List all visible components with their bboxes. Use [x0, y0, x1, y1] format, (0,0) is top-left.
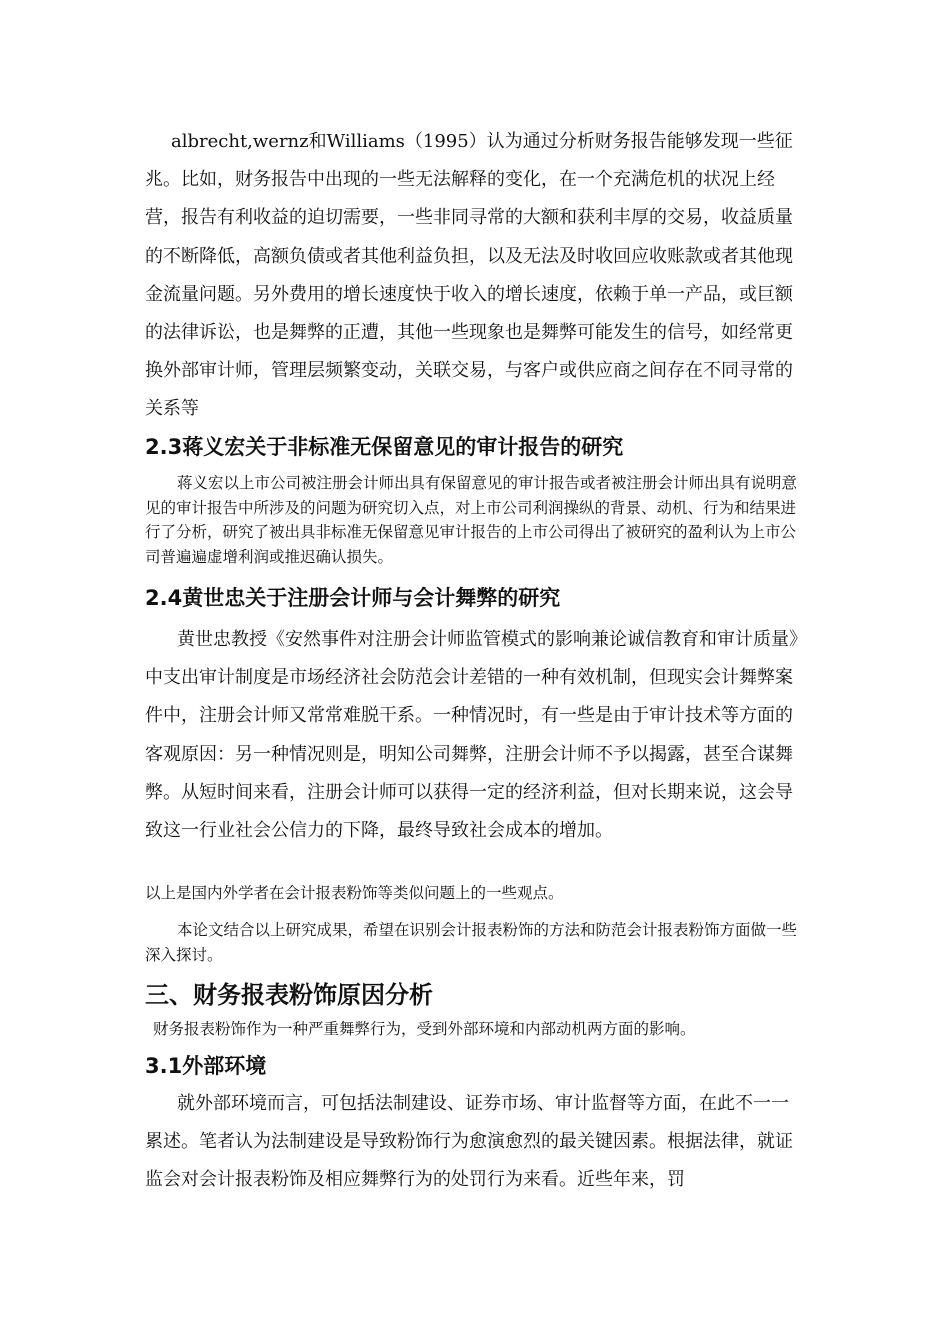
paragraph-thesis-aim: 本论文结合以上研究成果，希望在识别会计报表粉饰的方法和防范会计报表粉饰方面做一些深入探讨。	[145, 921, 798, 964]
section-heading-3-1: 3.1外部环境	[145, 1054, 267, 1078]
paragraph-albrecht-fraud-signals: albrecht,wernz和Williams（1995）认为通过分析财务报告能够发现一些征兆。比如，财务报告中出现的一些无法解释的变化，在一个充满危机的状况上经营，报告有利收益的迫切需要，一些非同寻常的大额和获利丰厚的交易，收益质量的不断降低，高额负债或者其他利益负担，以及无法及时收回应收账款或者其他现金流量问题。另外费用的增长速度快于收入的增长速度，依赖于单一产品，或巨额的法律诉讼，也是舞弊的正遭，其他一些现象也是舞弊可能发生的信号，如经常更换外部审计师，管理层频繁变动，关联交易，与客户或供应商之间存在不同寻常的关系等	[145, 131, 793, 420]
chapter-heading-3: 三、财务报表粉饰原因分析	[145, 981, 433, 1009]
paragraph-summary-views: 以上是国内外学者在会计报表粉饰等类似问题上的一些观点。	[145, 884, 564, 902]
section-heading-2-3: 2.3蒋义宏关于非标准无保留意见的审计报告的研究	[145, 435, 624, 459]
paragraph-fraud-influences: 财务报表粉饰作为一种严重舞弊行为，受到外部环境和内部动机两方面的影响。	[153, 1020, 696, 1038]
section-heading-2-4: 2.4黄世忠关于注册会计师与会计舞弊的研究	[145, 586, 561, 610]
paragraph-huang-shizhong-study: 黄世忠教授《安然事件对注册会计师监管模式的影响兼论诚信教育和审计质量》中支出审计制度是市场经济社会防范会计差错的一种有效机制，但现实会计舞弊案件中，注册会计师又常常难脱干系。一种情况时，有一些是由于审计技术等方面的客观原因：另一种情况则是，明知公司舞弊，注册会计师不予以揭露，甚至合谋舞弊。从短时间来看，注册会计师可以获得一定的经济利益，但对长期来说，这会导致这一行业社会公信力的下降，最终导致社会成本的增加。	[145, 629, 798, 842]
paragraph-external-environment: 就外部环境而言，可包括法制建设、证券市场、审计监督等方面，在此不一一累述。笔者认为法制建设是导致粉饰行为愈演愈烈的最关键因素。根据法律，就证监会对会计报表粉饰及相应舞弊行为的处罚行为来看。近些年来，罚	[145, 1093, 793, 1191]
paragraph-jiang-yihong-study: 蒋义宏以上市公司被注册会计师出具有保留意见的审计报告或者被注册会计师出具有说明意见的审计报告中所涉及的问题为研究切入点，对上市公司利润操纵的背景、动机、行为和结果进行了分析，研究了被出具非标准无保留意见审计报告的上市公司得出了被研究的盈利认为上市公司普遍遍虚增利润或推迟确认损失。	[145, 474, 798, 566]
